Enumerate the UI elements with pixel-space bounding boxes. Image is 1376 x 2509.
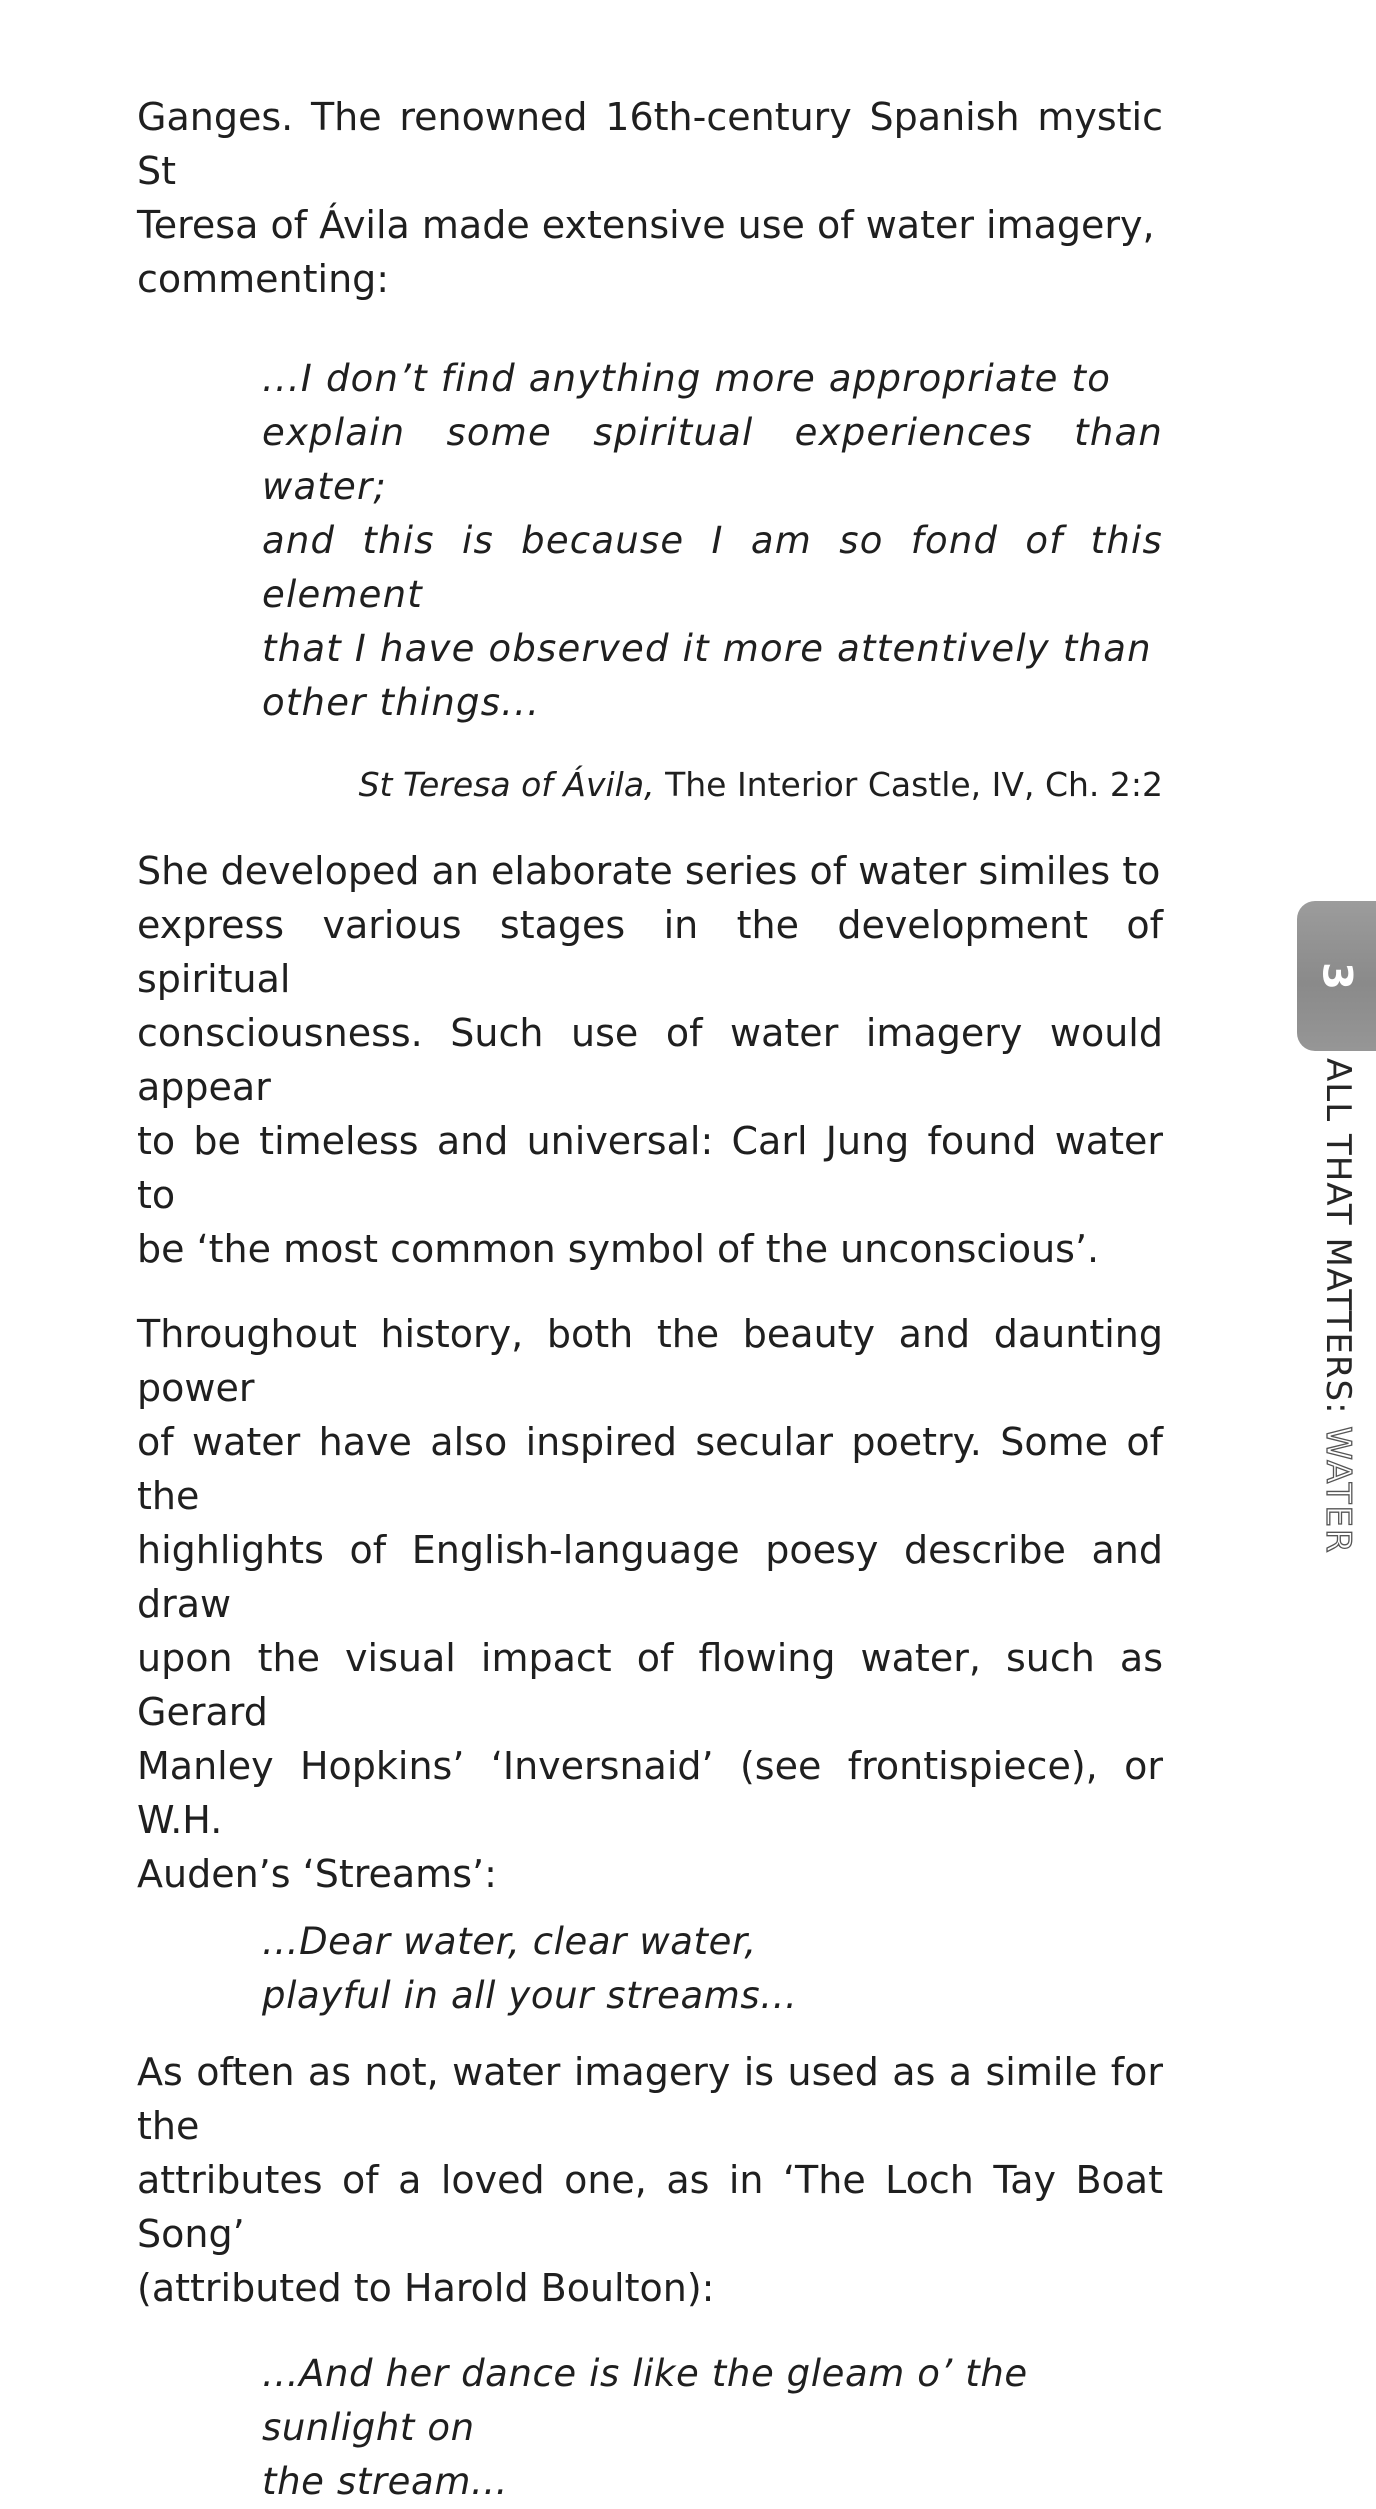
quote-line: ...And her dance is like the gleam o’ the sunlight on <box>262 2347 1163 2455</box>
text-line: Auden’s ‘Streams’: <box>137 1847 1163 1901</box>
text-line: She developed an elaborate series of water similes to <box>137 844 1163 898</box>
text-line: (attributed to Harold Boulton): <box>137 2261 1163 2315</box>
paragraph-ganges <box>137 90 1163 306</box>
quote-line: that I have observed it more attentively than <box>262 622 1163 676</box>
running-title <box>1318 1058 1358 1555</box>
quote-line: explain some spiritual experiences than water; <box>262 406 1163 514</box>
chapter-tab <box>1297 901 1376 1051</box>
text-line: of water have also inspired secular poetry. Some of the <box>137 1415 1163 1523</box>
attribution-work: The Interior Castle, IV, Ch. 2:2 <box>665 765 1163 804</box>
paragraph-similes <box>137 844 1163 1276</box>
text-line: Ganges. The renowned 16th-century Spanish mystic St <box>137 90 1163 198</box>
text-line: to be timeless and universal: Carl Jung found water to <box>137 1114 1163 1222</box>
block-quote-auden <box>262 1915 1163 2023</box>
quote-line: other things... <box>262 676 1163 730</box>
page-body <box>137 90 1163 2509</box>
running-title-text: ALL THAT MATTERS: <box>1318 1058 1358 1415</box>
text-line: Manley Hopkins’ ‘Inversnaid’ (see frontispiece), or W.H. <box>137 1739 1163 1847</box>
quote-attribution <box>137 760 1163 810</box>
text-line: As often as not, water imagery is used as a simile for the <box>137 2045 1163 2153</box>
text-line: express various stages in the development of spiritual <box>137 898 1163 1006</box>
quote-line: ...Dear water, clear water, <box>262 1915 1163 1969</box>
running-title-accent: WATER <box>1318 1426 1358 1554</box>
text-line: upon the visual impact of flowing water, such as Gerard <box>137 1631 1163 1739</box>
quote-line: playful in all your streams... <box>262 1969 1163 2023</box>
block-quote-boat-song <box>262 2347 1163 2509</box>
quote-line: ...I don’t find anything more appropriate to <box>262 352 1163 406</box>
text-line: be ‘the most common symbol of the unconscious’. <box>137 1222 1163 1276</box>
chapter-number: 3 <box>1262 937 1376 1016</box>
text-line: Teresa of Ávila made extensive use of water imagery, <box>137 198 1163 252</box>
paragraph-loved-one <box>137 2045 1163 2315</box>
text-line: Throughout history, both the beauty and daunting power <box>137 1307 1163 1415</box>
block-quote-teresa <box>262 352 1163 730</box>
text-line: commenting: <box>137 252 1163 306</box>
text-line: highlights of English-language poesy describe and draw <box>137 1523 1163 1631</box>
paragraph-secular-poetry <box>137 1307 1163 1901</box>
text-line: consciousness. Such use of water imagery would appear <box>137 1006 1163 1114</box>
attribution-author: St Teresa of Ávila, <box>359 765 655 804</box>
text-line: attributes of a loved one, as in ‘The Loch Tay Boat Song’ <box>137 2153 1163 2261</box>
quote-line: the stream... <box>262 2455 1163 2509</box>
quote-line: and this is because I am so fond of this element <box>262 514 1163 622</box>
